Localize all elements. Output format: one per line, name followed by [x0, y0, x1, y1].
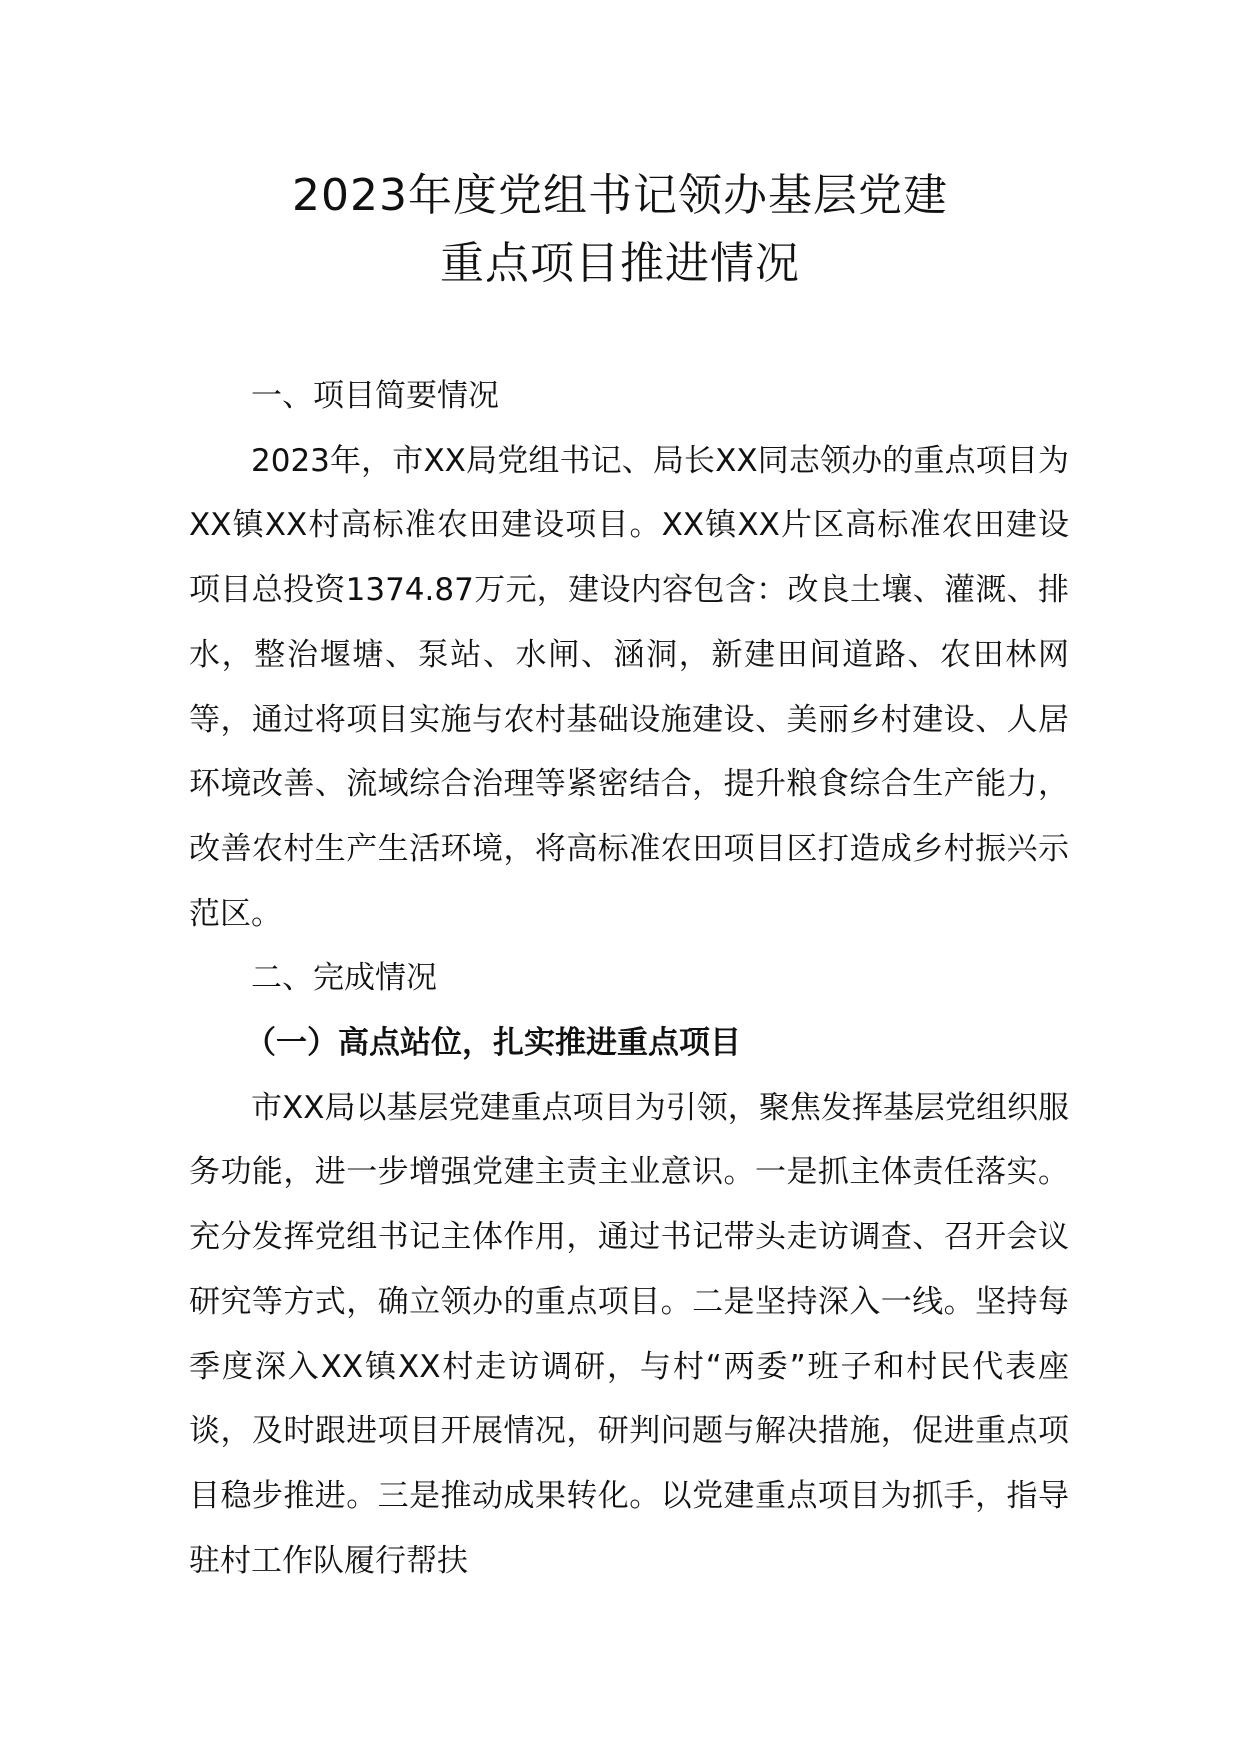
document-title-line-1: 2023年度党组书记领办基层党建 — [292, 170, 948, 221]
paragraph-project-summary: 2023年，市XX局党组书记、局长XX同志领办的重点项目为XX镇XX村高标准农田建设项目。XX镇XX片区高标准农田建设项目总投资1374.87万元，建设内容包含：改良土壤、灌溉、排水，整治堰塘、泵站、水闸、涵洞，新建田间道路、农田林网等，通过将项目实施与农村基础设施建设、美丽乡村建设、人居环境改善、流域综合治理等紧密结合，提升粮食综合生产能力，改善农村生产生活环境，将高标准农田项目区打造成乡村振兴示范区。 — [189, 442, 1069, 932]
section-heading-2: 二、完成情况 — [251, 960, 437, 997]
document-title-line-2: 重点项目推进情况 — [440, 238, 800, 289]
document-body — [189, 364, 1069, 1593]
paragraph-completion: 市XX局以基层党建重点项目为引领，聚焦发挥基层党组织服务功能，进一步增强党建主责主业意识。一是抓主体责任落实。充分发挥党组书记主体作用，通过书记带头走访调查、召开会议研究等方式，确立领办的重点项目。二是坚持深入一线。坚持每季度深入XX镇XX村走访调研，与村“两委”班子和村民代表座谈，及时跟进项目开展情况，研判问题与解决措施，促进重点项目稳步推进。三是推动成果转化。以党建重点项目为抓手，指导驻村工作队履行帮扶 — [189, 1089, 1069, 1579]
section-heading-1: 一、项目简要情况 — [251, 378, 499, 414]
subsection-heading-1: （一）高点站位，扎实推进重点项目 — [245, 1025, 741, 1062]
